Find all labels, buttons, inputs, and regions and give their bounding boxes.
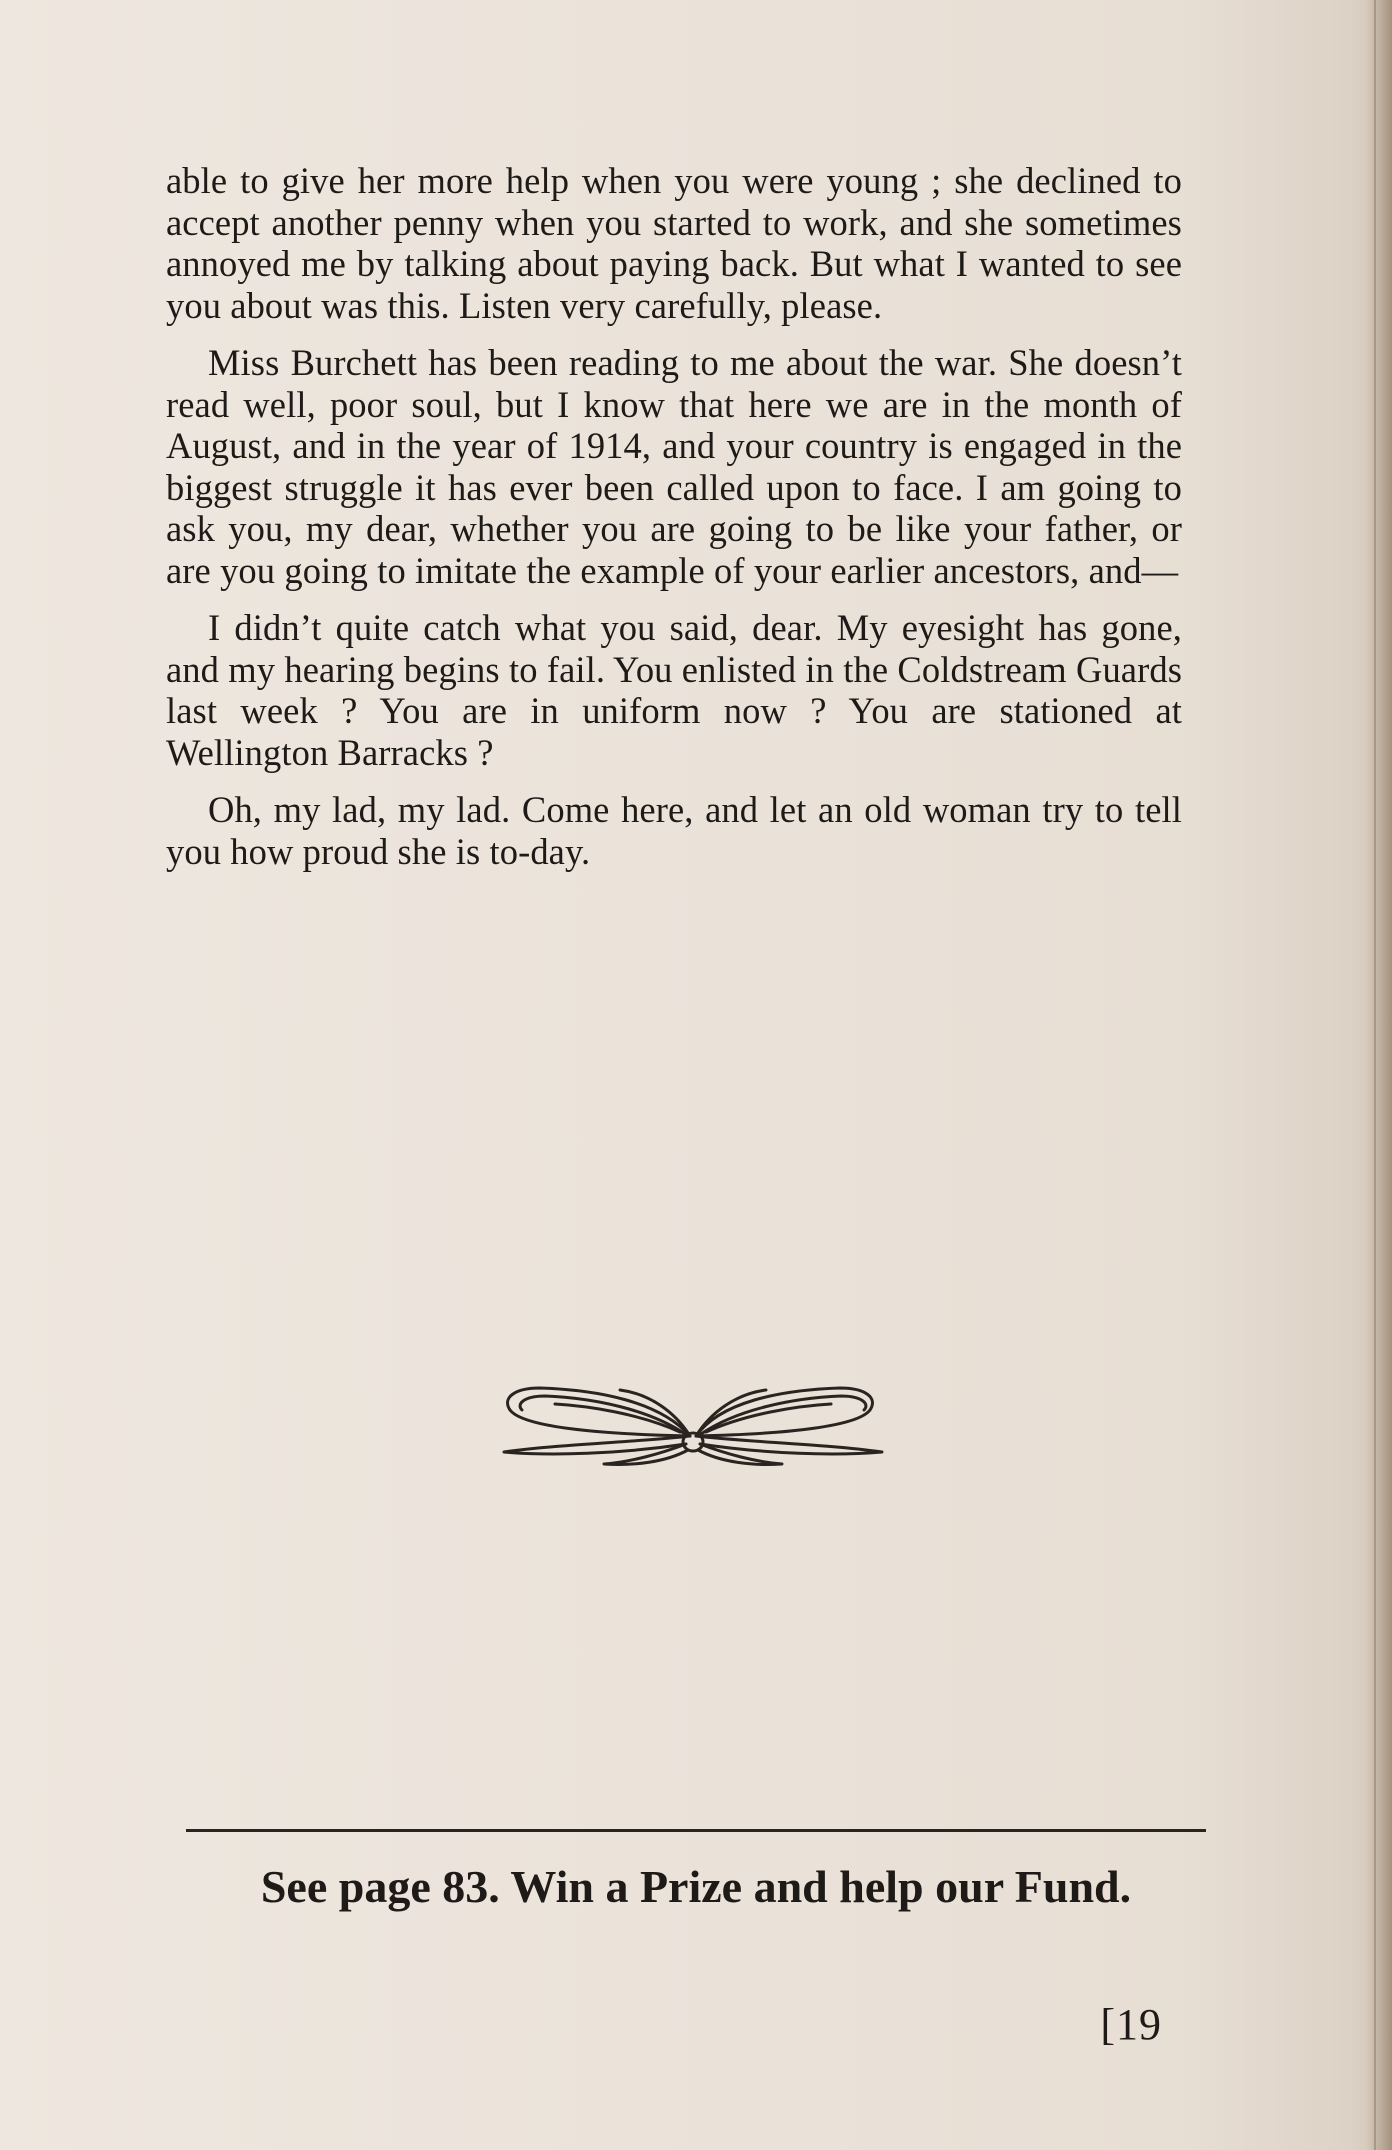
paragraph: Oh, my lad, my lad. Come here, and let an old woman try to tell you how proud she is to-day. [166,789,1182,872]
footer-divider [186,1829,1206,1832]
ribbon-bow-ornament-icon [500,1372,886,1472]
paragraph: Miss Burchett has been reading to me about the war. She doesn’t read well, poor soul, but I know that here we are in the month of August, and in the year of 1914, and your country is engaged in the biggest struggle it has ever been called upon to face. I am going to ask you, my dear, whether you are going to be like your father, or are you going to imitate the example of your earlier ancestors, and— [166,342,1182,591]
footer-note: See page 83. Win a Prize and help our Fund. [260,1861,1132,1912]
page-edge-line [1374,0,1376,2150]
page-number: [19 [1100,2000,1162,2049]
page-edge-shadow [1366,0,1392,2150]
paragraph-continued: able to give her more help when you were young ; she declined to accept another penny when you started to work, and she sometimes annoyed me by talking about paying back. But what I wanted to see you about was this. Listen very carefully, please. [166,160,1182,326]
body-text [166,160,1182,888]
paragraph: I didn’t quite catch what you said, dear. My eyesight has gone, and my hearing begins to fail. You enlisted in the Coldstream Guards last week ? You are in uniform now ? You are stationed at Wellington Barracks ? [166,607,1182,773]
